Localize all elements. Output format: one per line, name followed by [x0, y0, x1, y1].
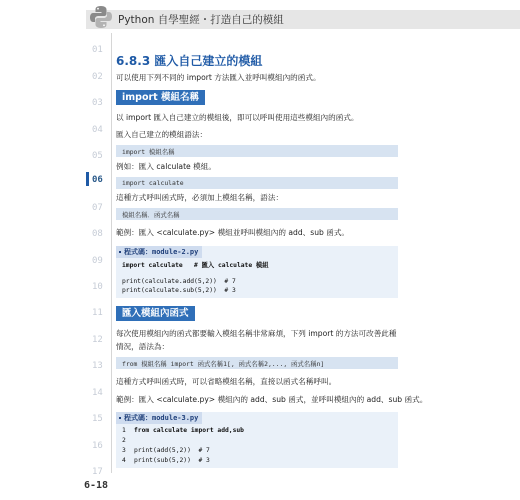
code-line-number: 2: [122, 437, 126, 444]
paragraph: 情況，語法為：: [116, 342, 170, 351]
line-number: 03: [92, 98, 103, 108]
paragraph: 以 import 匯入自己建立的模組後，即可以呼叫使用這些模組內的函式。: [116, 113, 359, 122]
code-line: import calculate # 匯入 calculate 模組: [122, 262, 269, 269]
code-block-title: 程式碼：module-3.py: [116, 412, 202, 424]
code-block-title: 程式碼：module-2.py: [116, 246, 202, 258]
paragraph: 這種方式呼叫函式時，必須加上模組名稱，語法：: [116, 193, 284, 202]
header-title: Python 自學聖經・打造自己的模組: [118, 14, 284, 26]
section-intro: 可以使用下列不同的 import 方法匯入並呼叫模組內的函式。: [116, 73, 321, 82]
code-line: print(add(5,2)) # 7: [134, 447, 210, 454]
line-number: 04: [92, 125, 103, 135]
active-line-marker: [86, 172, 89, 186]
paragraph: 這種方式呼叫函式時，可以省略模組名稱，直接以函式名稱呼叫。: [116, 377, 337, 386]
line-number-gutter: [86, 33, 112, 477]
syntax-text: 模組名稱．函式名稱: [122, 211, 180, 219]
code-line: from calculate import add,sub: [134, 427, 244, 434]
paragraph: 例如：匯入 calculate 模組。: [116, 162, 216, 171]
syntax-box: [116, 145, 398, 157]
syntax-box: [116, 177, 398, 189]
paragraph: 範例：匯入 <calculate.py> 模組並呼叫模組內的 add、sub 函式。: [116, 228, 350, 237]
subsection-banner-import-module: import 模組名稱: [116, 90, 205, 105]
line-number: 17: [92, 467, 103, 477]
line-number: 11: [92, 308, 103, 318]
page-header: [0, 0, 520, 33]
code-line: print(calculate.sub(5,2)) # 3: [122, 287, 236, 294]
syntax-text: from 模組名稱 import 函式名稱1[, 函式名稱2,..., 函式名稱n]: [122, 360, 325, 368]
line-number: 01: [92, 45, 103, 55]
code-line-number: 4: [122, 457, 126, 464]
line-number: 15: [92, 414, 103, 424]
line-number: 09: [92, 256, 103, 266]
code-block-module-3: [116, 412, 398, 468]
paragraph: 每次使用模組內的函式都要輸入模組名稱非常麻煩，下列 import 的方法可改善此種: [116, 329, 397, 338]
line-number-active: 06: [92, 175, 103, 185]
line-number: 02: [92, 72, 103, 82]
page-number: 6-18: [84, 480, 109, 491]
line-number: 13: [92, 361, 103, 371]
syntax-box: [116, 208, 398, 220]
line-number: 14: [92, 388, 103, 398]
python-logo-icon: [88, 4, 114, 30]
code-line: print(calculate.add(5,2)) # 7: [122, 278, 236, 285]
syntax-text: import calculate: [122, 179, 184, 187]
line-number: 12: [92, 335, 103, 345]
syntax-box: [116, 357, 398, 369]
section-title: 6.8.3 匯入自己建立的模組: [116, 54, 263, 68]
line-number: 08: [92, 229, 103, 239]
code-line: print(sub(5,2)) # 3: [134, 457, 210, 464]
line-number: 16: [92, 441, 103, 451]
syntax-text: import 模組名稱: [122, 148, 175, 156]
line-number: 07: [92, 203, 103, 213]
paragraph: 範例：匯入 <calculate.py> 模組內的 add、sub 函式，並呼叫模組內的 add、sub 函式。: [116, 395, 428, 404]
code-line-number: 3: [122, 447, 126, 454]
line-number: 10: [92, 282, 103, 292]
paragraph: 匯入自己建立的模組語法：: [116, 130, 208, 139]
code-block-module-2: [116, 246, 398, 298]
line-number: 05: [92, 151, 103, 161]
subsection-banner-import-functions: 匯入模組內函式: [116, 306, 195, 321]
code-line-number: 1: [122, 427, 126, 434]
